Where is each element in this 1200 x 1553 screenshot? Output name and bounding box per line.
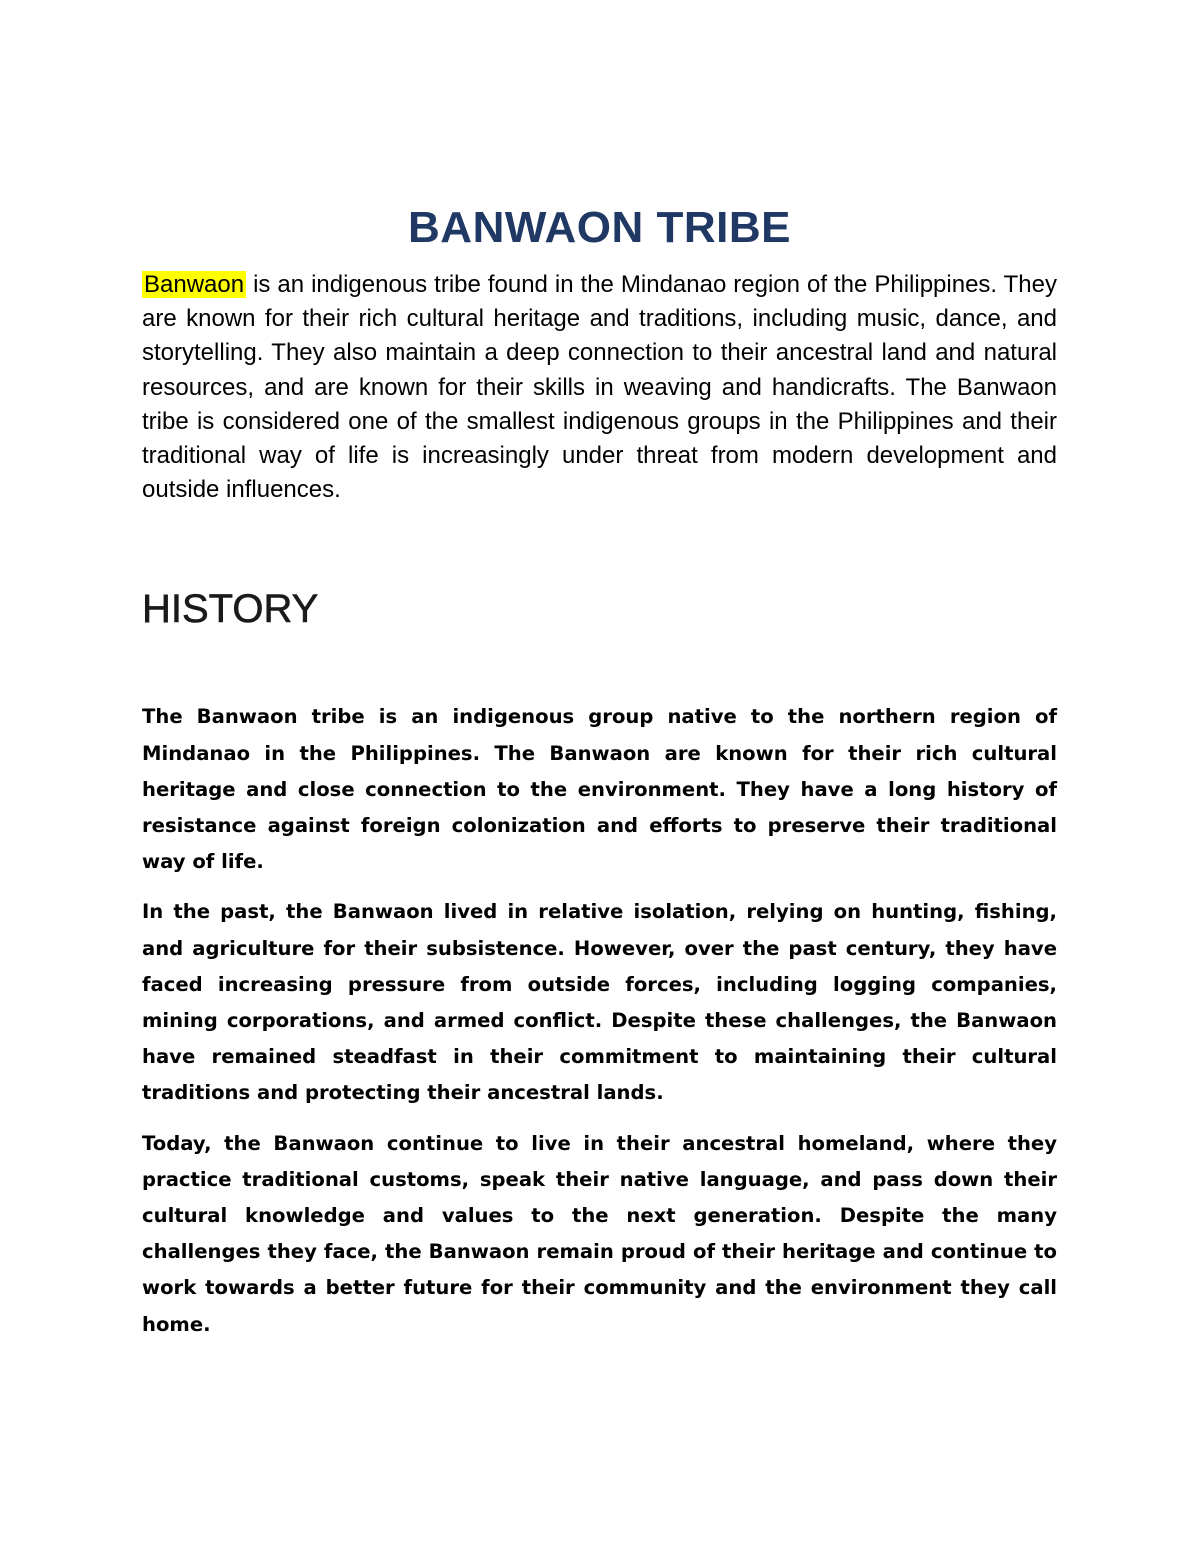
document-content	[142, 198, 1057, 1357]
history-heading: HISTORY	[142, 587, 319, 632]
document-title: BANWAON TRIBE	[408, 203, 791, 252]
highlighted-word: Banwaon	[144, 271, 245, 298]
history-paragraph-2: In the past, the Banwaon lived in relative isolation, relying on hunting, fishing, and agriculture for their subsistence. However, over the past century, they have faced increasing pressure from outside forces, including logging companies, mining corporations, and armed conflict. Despite these challenges, the Banwaon have remained steadfast in their commitment to maintaining their cultural traditions and protecting their ancestral lands.	[142, 900, 1057, 1105]
history-paragraph-1: The Banwaon tribe is an indigenous group native to the northern region of Mindanao in the Philippines. The Banwaon are known for their rich cultural heritage and close connection to the environment. They have a long history of resistance against foreign colonization and efforts to preserve their traditional way of life.	[142, 705, 1057, 874]
intro-text: is an indigenous tribe found in the Mindanao region of the Philippines. They are known for their rich cultural heritage and traditions, including music, dance, and storytelling. They also maintain a deep connection to their ancestral land and natural resources, and are known for their skills in weaving and handicrafts. The Banwaon tribe is considered one of the smallest indigenous groups in the Philippines and their traditional way of life is increasingly under threat from modern development and outside influences.	[142, 271, 1057, 504]
intro-paragraph	[142, 268, 1057, 507]
history-body	[142, 699, 1057, 1342]
history-paragraph-3: Today, the Banwaon continue to live in their ancestral homeland, where they practice traditional customs, speak their native language, and pass down their cultural knowledge and values to the next generation. Despite the many challenges they face, the Banwaon remain proud of their heritage and continue to work towards a better future for their community and the environment they call home.	[142, 1131, 1057, 1336]
